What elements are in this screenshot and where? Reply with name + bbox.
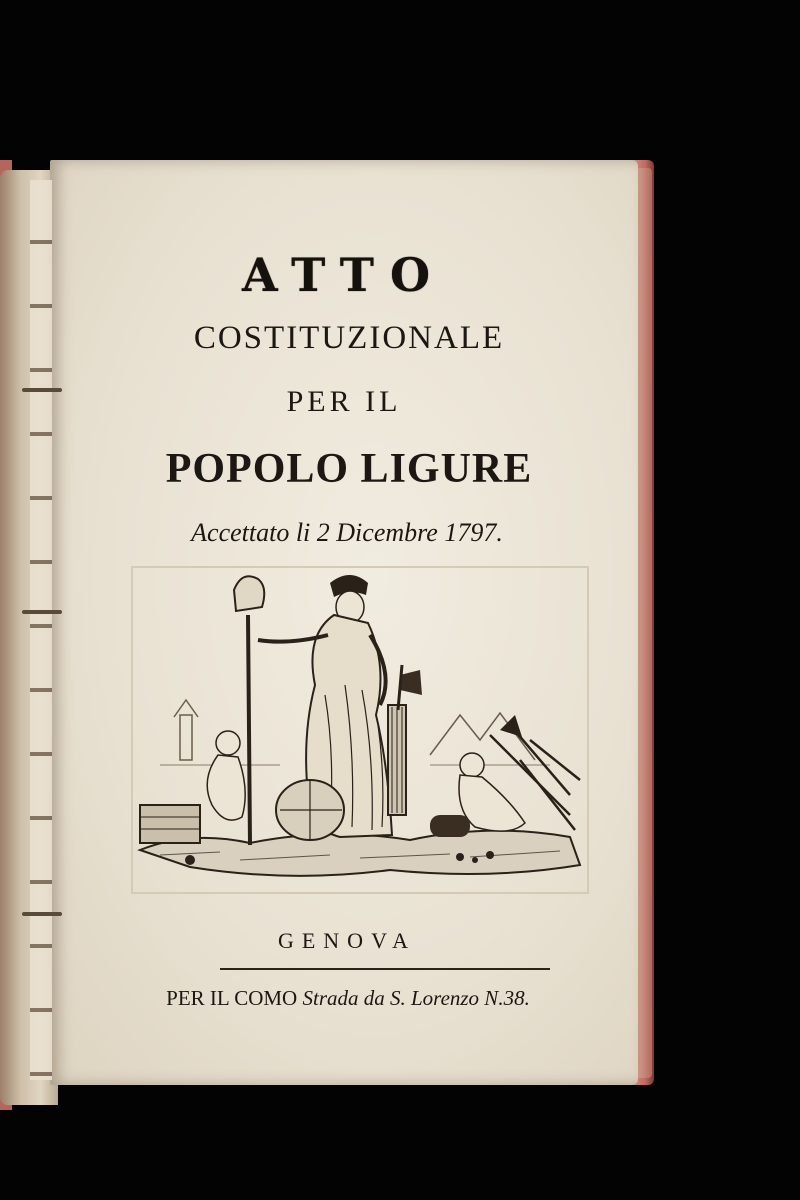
binding-thread — [22, 388, 62, 392]
title-line-per-il: PER IL — [286, 385, 402, 418]
spine-binding — [30, 180, 52, 1080]
title-line-popolo-ligure: POPOLO LIGURE — [165, 446, 533, 492]
title-line-costituzionale: COSTITUZIONALE — [193, 320, 505, 356]
title-page — [50, 160, 638, 1085]
horizontal-rule — [220, 968, 550, 970]
subtitle-date: Accettato li 2 Dicembre 1797. — [191, 518, 503, 547]
imprint-printer: PER IL COMO — [166, 986, 298, 1010]
imprint-line — [58, 986, 638, 1011]
allegorical-engraving — [130, 565, 590, 895]
binding-thread — [22, 912, 62, 916]
imprint-street: Strada da S. Lorenzo N.38. — [302, 986, 530, 1010]
place-of-printing: GENOVA — [277, 928, 417, 953]
binding-thread — [22, 610, 62, 614]
title-line-atto: ATTO — [241, 248, 447, 302]
